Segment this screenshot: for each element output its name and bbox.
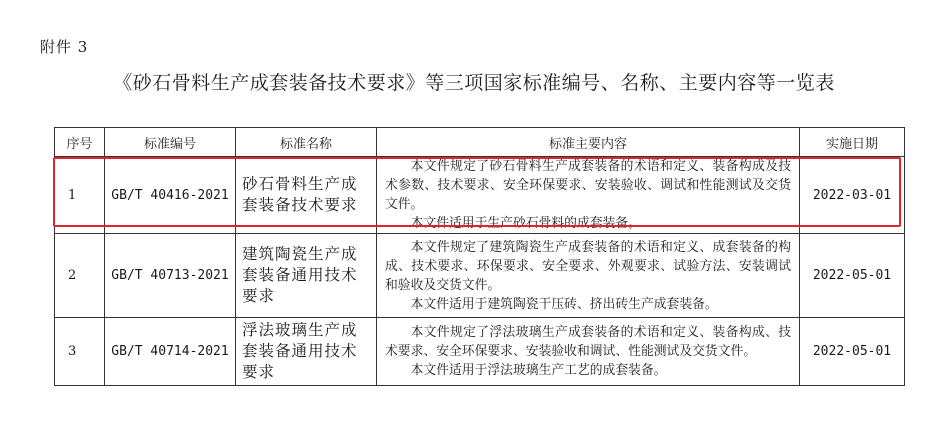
row-effective-date: 2022-03-01 (800, 157, 905, 234)
row-main-content (377, 234, 800, 318)
content-paragraph: 本文件适用于浮法玻璃生产工艺的成套装备。 (410, 363, 667, 378)
row-serial-no: 1 (55, 157, 105, 234)
header-standard-name: 标准名称 (236, 128, 377, 157)
row-standard-name: 浮法玻璃生产成套装备通用技术要求 (236, 318, 377, 386)
document-title: 《砂石骨料生产成套装备技术要求》等三项国家标准编号、名称、主要内容等一览表 (113, 72, 835, 94)
row-standard-name: 建筑陶瓷生产成套装备通用技术要求 (236, 234, 377, 318)
header-standard-code: 标准编号 (105, 128, 236, 157)
content-paragraph: 本文件适用于建筑陶瓷干压砖、挤出砖生产成套装备。 (410, 296, 718, 312)
table-row (55, 318, 905, 386)
header-main-content: 标准主要内容 (377, 128, 800, 157)
row-main-content (377, 157, 800, 234)
content-paragraph: 本文件规定了浮法玻璃生产成套装备的术语和定义、装备构成、技术要求、安全环保要求、安装验收和调试、性能测试及交货文件。 (385, 325, 791, 359)
content-paragraph: 本文件规定了砂石骨料生产成套装备的术语和定义、装备构成及技术参数、技术要求、安全环保要求、安装验收、调试和性能测试及交货文件。 (385, 159, 791, 212)
table-header-row (55, 128, 905, 157)
row-serial-no: 2 (55, 234, 105, 318)
content-paragraph: 本文件规定了建筑陶瓷生产成套装备的术语和定义、成套装备的构成、技术要求、环保要求、安全要求、外观要求、试验方法、安装调试和验收及交货文件。 (385, 239, 791, 293)
row-standard-code: GB/T 40416-2021 (105, 157, 236, 234)
table-row (55, 234, 905, 318)
table-row (55, 157, 905, 234)
row-standard-code: GB/T 40714-2021 (105, 318, 236, 386)
standards-table (54, 127, 905, 386)
row-serial-no: 3 (55, 318, 105, 386)
row-effective-date: 2022-05-01 (800, 318, 905, 386)
attachment-label: 附件 3 (40, 38, 89, 56)
content-paragraph: 本文件适用于生产砂石骨料的成套装备。 (410, 216, 641, 231)
row-standard-code: GB/T 40713-2021 (105, 234, 236, 318)
header-serial-no: 序号 (55, 128, 105, 157)
header-effective-date: 实施日期 (800, 128, 905, 157)
row-effective-date: 2022-05-01 (800, 234, 905, 318)
row-standard-name: 砂石骨料生产成套装备技术要求 (236, 157, 377, 234)
row-main-content (377, 318, 800, 386)
